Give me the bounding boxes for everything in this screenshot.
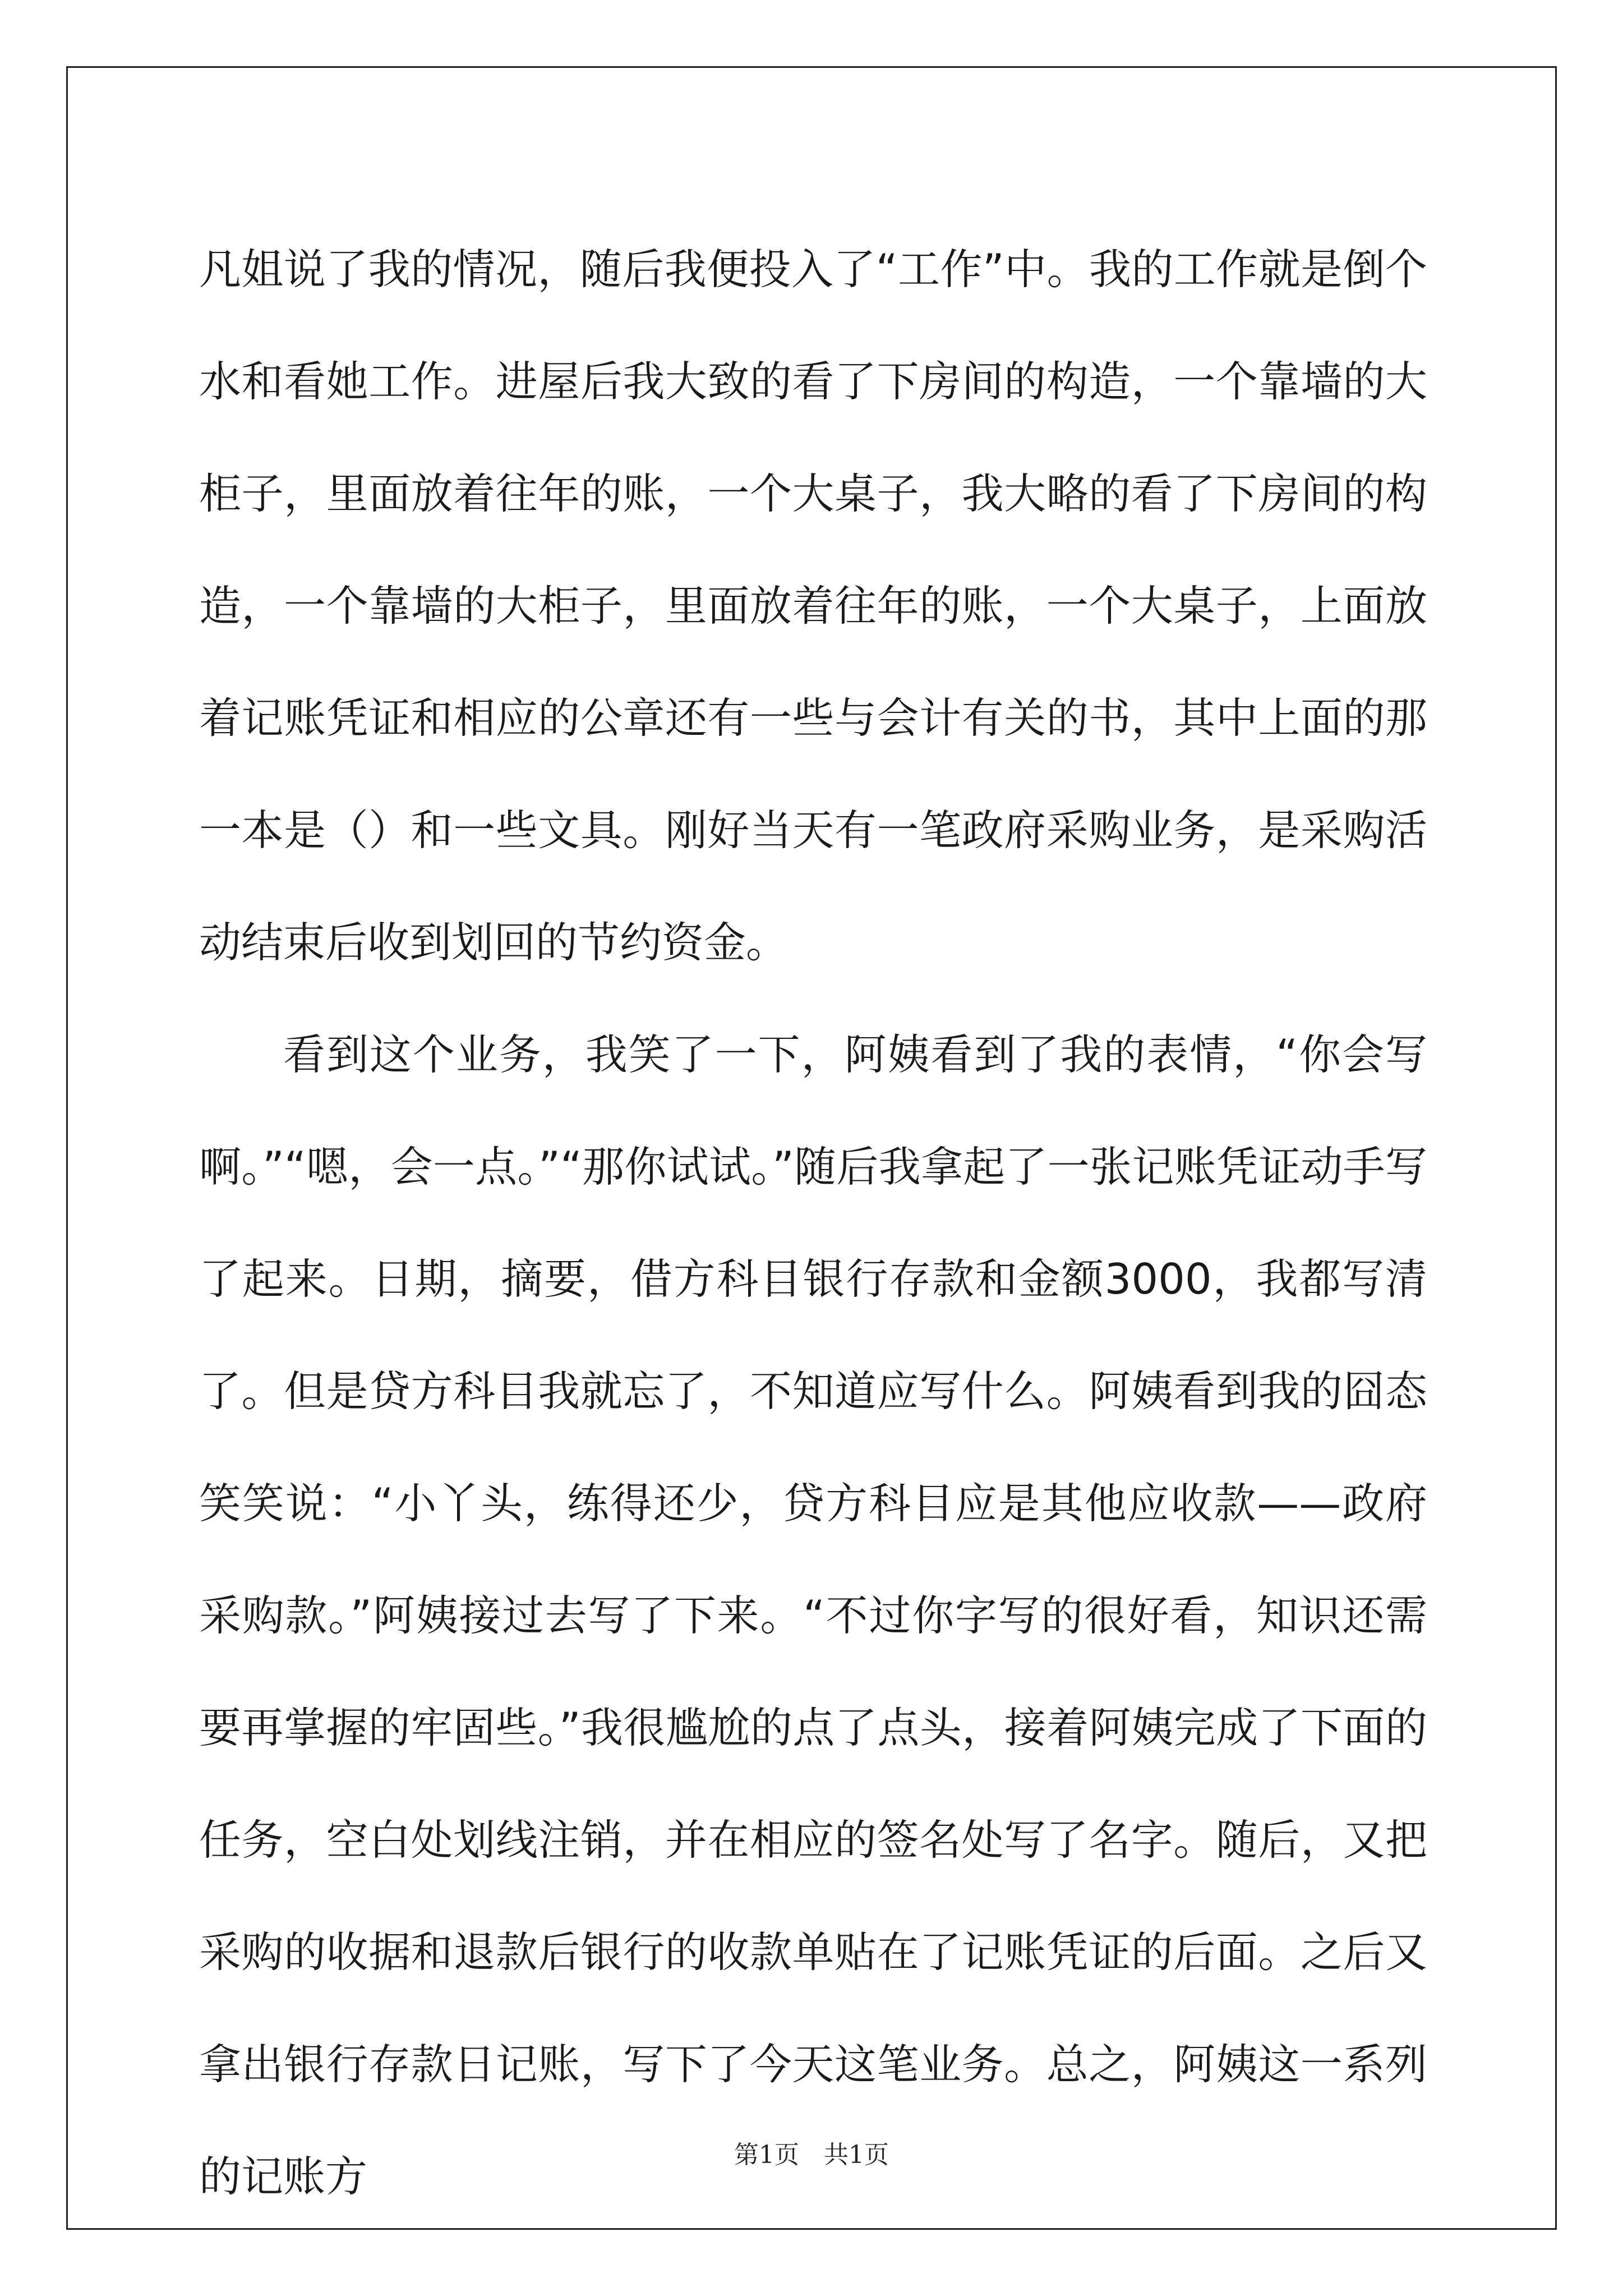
page-footer: 第1页 共1页 [734, 2141, 889, 2169]
paragraph-1: 凡姐说了我的情况，随后我便投入了“工作”中。我的工作就是倒个水和看她工作。进屋后我大致的看了下房间的构造，一个靠墙的大柜子，里面放着往年的账，一个大桌子，我大略的看了下房间的构造，一个靠墙的大柜子，里面放着往年的账，一个大桌子，上面放着记账凭证和相应的公章还有一些与会计有关的书，其中上面的那一本是（）和一些文具。刚好当天有一笔政府采购业务，是采购活动结束后收到划回的节约资金。 [199, 245, 1427, 967]
paragraph-2: 看到这个业务，我笑了一下，阿姨看到了我的表情，“你会写啊。”“嗯，会一点。”“那你试试。”随后我拿起了一张记账凭证动手写了起来。日期，摘要，借方科目银行存款和金额3000，我都写清了。但是贷方科目我就忘了，不知道应写什么。阿姨看到我的囧态笑笑说：“小丫头，练得还少，贷方科目应是其他应收款——政府采购款。”阿姨接过去写了下来。“不过你字写的很好看，知识还需要再掌握的牢固些。”我很尴尬的点了点头，接着阿姨完成了下面的任务，空白处划线注销，并在相应的签名处写了名字。随后，又把采购的收据和退款后银行的收款单贴在了记账凭证的后面。之后又拿出银行存款日记账，写下了今天这笔业务。总之，阿姨这一系列的记账方 [199, 1030, 1427, 2201]
document-body [199, 213, 1427, 2233]
